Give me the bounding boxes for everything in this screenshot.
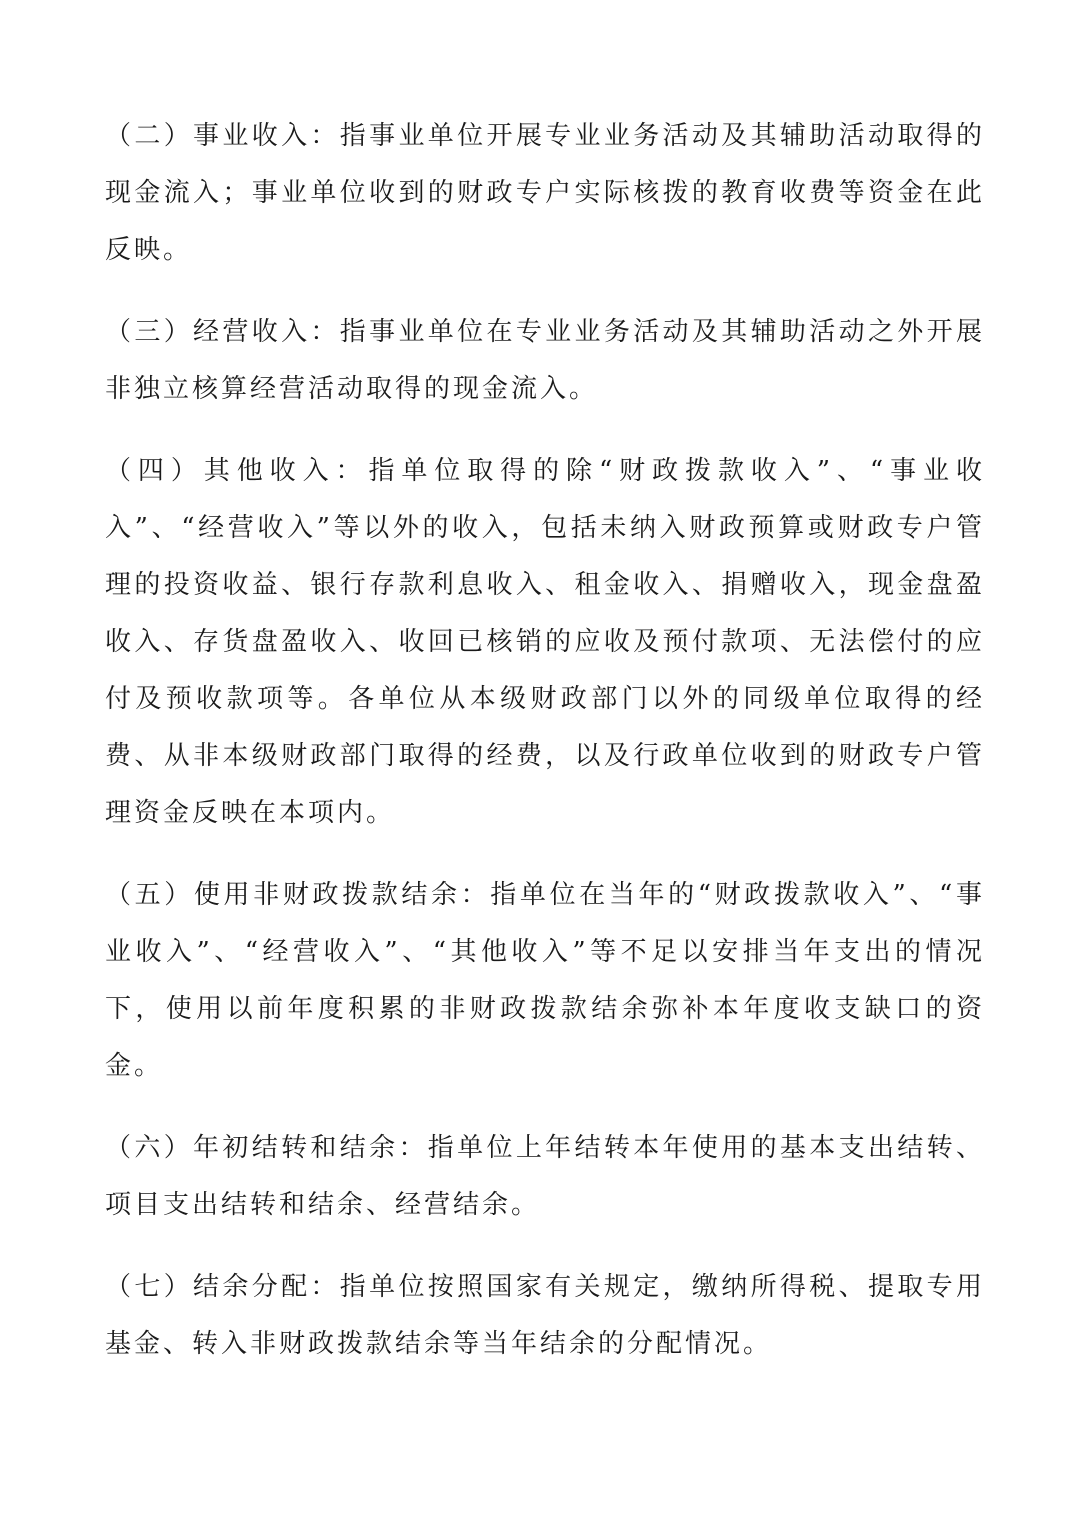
paragraph-operating-income: （三）经营收入：指事业单位在专业业务活动及其辅助活动之外开展非独立核算经营活动取得的现金流入。 [105, 317, 985, 404]
paragraph-opening-carryover: （六）年初结转和结余：指单位上年结转本年使用的基本支出结转、项目支出结转和结余、经营结余。 [105, 1133, 985, 1220]
document-body [105, 108, 985, 1398]
paragraph-surplus-distribution: （七）结余分配：指单位按照国家有关规定，缴纳所得税、提取专用基金、转入非财政拨款结余等当年结余的分配情况。 [105, 1272, 985, 1359]
paragraph-other-income: （四）其他收入：指单位取得的除“财政拨款收入”、“事业收入”、“经营收入”等以外的收入，包括未纳入财政预算或财政专户管理的投资收益、银行存款利息收入、租金收入、捐赠收入，现金盘盈收入、存货盘盈收入、收回已核销的应收及预付款项、无法偿付的应付及预收款项等。各单位从本级财政部门以外的同级单位取得的经费、从非本级财政部门取得的经费，以及行政单位收到的财政专户管理资金反映在本项内。 [105, 456, 985, 828]
paragraph-non-fiscal-surplus-use: （五）使用非财政拨款结余：指单位在当年的“财政拨款收入”、“事业收入”、“经营收入”、“其他收入”等不足以安排当年支出的情况下，使用以前年度积累的非财政拨款结余弥补本年度收支缺口的资金。 [105, 880, 985, 1081]
paragraph-business-income: （二）事业收入：指事业单位开展专业业务活动及其辅助活动取得的现金流入；事业单位收到的财政专户实际核拨的教育收费等资金在此反映。 [105, 121, 985, 265]
